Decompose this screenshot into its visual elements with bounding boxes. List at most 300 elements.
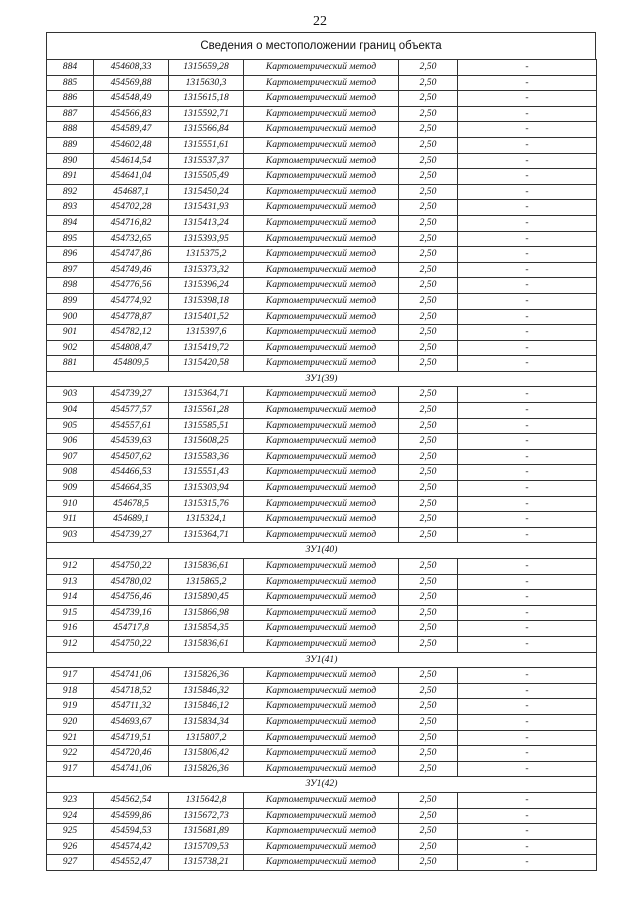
description: - [458, 153, 597, 169]
point-number: 890 [47, 153, 94, 169]
accuracy: 2,50 [399, 387, 458, 403]
table-row [47, 262, 597, 278]
description: - [458, 137, 597, 153]
coord-y: 1315608,25 [169, 434, 244, 450]
coord-y: 1315846,12 [169, 699, 244, 715]
method: Картометрический метод [244, 137, 399, 153]
table-row [47, 839, 597, 855]
point-number: 893 [47, 200, 94, 216]
accuracy: 2,50 [399, 574, 458, 590]
coord-x: 454739,27 [94, 387, 169, 403]
point-number: 899 [47, 293, 94, 309]
coord-y: 1315807,2 [169, 730, 244, 746]
coord-x: 454749,46 [94, 262, 169, 278]
point-number: 926 [47, 839, 94, 855]
accuracy: 2,50 [399, 278, 458, 294]
description: - [458, 200, 597, 216]
point-number: 886 [47, 91, 94, 107]
method: Картометрический метод [244, 122, 399, 138]
description: - [458, 215, 597, 231]
description: - [458, 855, 597, 871]
accuracy: 2,50 [399, 605, 458, 621]
coord-x: 454732,65 [94, 231, 169, 247]
method: Картометрический метод [244, 839, 399, 855]
method: Картометрический метод [244, 746, 399, 762]
point-number: 884 [47, 60, 94, 76]
table-row [47, 496, 597, 512]
section-row [47, 652, 597, 668]
description: - [458, 465, 597, 481]
coord-y: 1315303,94 [169, 481, 244, 497]
coord-y: 1315806,42 [169, 746, 244, 762]
table-row [47, 512, 597, 528]
coord-y: 1315364,71 [169, 527, 244, 543]
method: Картометрический метод [244, 293, 399, 309]
coord-y: 1315866,98 [169, 605, 244, 621]
point-number: 914 [47, 590, 94, 606]
coord-y: 1315834,34 [169, 714, 244, 730]
coord-x: 454741,06 [94, 668, 169, 684]
method: Картометрический метод [244, 792, 399, 808]
coord-x: 454747,86 [94, 247, 169, 263]
method: Картометрический метод [244, 590, 399, 606]
accuracy: 2,50 [399, 325, 458, 341]
point-number: 921 [47, 730, 94, 746]
description: - [458, 434, 597, 450]
accuracy: 2,50 [399, 746, 458, 762]
description: - [458, 527, 597, 543]
accuracy: 2,50 [399, 824, 458, 840]
coord-x: 454693,67 [94, 714, 169, 730]
description: - [458, 418, 597, 434]
table-row [47, 683, 597, 699]
description: - [458, 449, 597, 465]
accuracy: 2,50 [399, 153, 458, 169]
description: - [458, 714, 597, 730]
accuracy: 2,50 [399, 636, 458, 652]
coord-x: 454664,35 [94, 481, 169, 497]
table-row [47, 746, 597, 762]
coord-x: 454782,12 [94, 325, 169, 341]
coord-x: 454566,83 [94, 106, 169, 122]
accuracy: 2,50 [399, 356, 458, 372]
coord-y: 1315826,36 [169, 668, 244, 684]
coord-y: 1315826,36 [169, 761, 244, 777]
method: Картометрический метод [244, 387, 399, 403]
method: Картометрический метод [244, 184, 399, 200]
coord-x: 454716,82 [94, 215, 169, 231]
point-number: 922 [47, 746, 94, 762]
method: Картометрический метод [244, 91, 399, 107]
coord-y: 1315431,93 [169, 200, 244, 216]
point-number: 918 [47, 683, 94, 699]
point-number: 912 [47, 559, 94, 575]
description: - [458, 481, 597, 497]
accuracy: 2,50 [399, 714, 458, 730]
description: - [458, 636, 597, 652]
coord-y: 1315419,72 [169, 340, 244, 356]
method: Картометрический метод [244, 169, 399, 185]
coord-y: 1315551,43 [169, 465, 244, 481]
accuracy: 2,50 [399, 293, 458, 309]
accuracy: 2,50 [399, 683, 458, 699]
table-row [47, 636, 597, 652]
table-body [47, 60, 597, 871]
table-row [47, 714, 597, 730]
table-row [47, 325, 597, 341]
description: - [458, 792, 597, 808]
coord-y: 1315401,52 [169, 309, 244, 325]
accuracy: 2,50 [399, 309, 458, 325]
description: - [458, 122, 597, 138]
method: Картометрический метод [244, 356, 399, 372]
point-number: 917 [47, 668, 94, 684]
method: Картометрический метод [244, 761, 399, 777]
point-number: 892 [47, 184, 94, 200]
method: Картометрический метод [244, 325, 399, 341]
table-row [47, 449, 597, 465]
coord-y: 1315397,6 [169, 325, 244, 341]
section-row [47, 777, 597, 793]
description: - [458, 746, 597, 762]
section-label: ЗУ1(42) [47, 777, 597, 793]
coord-y: 1315672,73 [169, 808, 244, 824]
description: - [458, 325, 597, 341]
description: - [458, 231, 597, 247]
description: - [458, 839, 597, 855]
point-number: 898 [47, 278, 94, 294]
coord-y: 1315836,61 [169, 559, 244, 575]
method: Картометрический метод [244, 683, 399, 699]
table-row [47, 91, 597, 107]
accuracy: 2,50 [399, 808, 458, 824]
coord-x: 454739,27 [94, 527, 169, 543]
table-row [47, 465, 597, 481]
accuracy: 2,50 [399, 122, 458, 138]
method: Картометрический метод [244, 278, 399, 294]
accuracy: 2,50 [399, 60, 458, 76]
description: - [458, 278, 597, 294]
method: Картометрический метод [244, 481, 399, 497]
table-row [47, 293, 597, 309]
coord-y: 1315398,18 [169, 293, 244, 309]
method: Картометрический метод [244, 714, 399, 730]
coord-x: 454602,48 [94, 137, 169, 153]
description: - [458, 590, 597, 606]
method: Картометрический метод [244, 262, 399, 278]
coord-y: 1315738,21 [169, 855, 244, 871]
method: Картометрический метод [244, 465, 399, 481]
point-number: 916 [47, 621, 94, 637]
coord-y: 1315890,45 [169, 590, 244, 606]
accuracy: 2,50 [399, 418, 458, 434]
method: Картометрический метод [244, 106, 399, 122]
table-row [47, 590, 597, 606]
coord-x: 454702,28 [94, 200, 169, 216]
description: - [458, 668, 597, 684]
coord-x: 454466,53 [94, 465, 169, 481]
table-row [47, 137, 597, 153]
method: Картометрический метод [244, 527, 399, 543]
point-number: 889 [47, 137, 94, 153]
coord-x: 454718,52 [94, 683, 169, 699]
accuracy: 2,50 [399, 231, 458, 247]
accuracy: 2,50 [399, 465, 458, 481]
table-row [47, 730, 597, 746]
point-number: 927 [47, 855, 94, 871]
coord-y: 1315566,84 [169, 122, 244, 138]
description: - [458, 683, 597, 699]
method: Картометрический метод [244, 512, 399, 528]
point-number: 910 [47, 496, 94, 512]
point-number: 904 [47, 403, 94, 419]
description: - [458, 247, 597, 263]
accuracy: 2,50 [399, 449, 458, 465]
method: Картометрический метод [244, 418, 399, 434]
table-row [47, 200, 597, 216]
table-row [47, 574, 597, 590]
method: Картометрический метод [244, 403, 399, 419]
description: - [458, 512, 597, 528]
point-number: 908 [47, 465, 94, 481]
point-number: 913 [47, 574, 94, 590]
coord-y: 1315583,36 [169, 449, 244, 465]
coord-x: 454641,04 [94, 169, 169, 185]
coord-x: 454687,1 [94, 184, 169, 200]
table-row [47, 699, 597, 715]
table-row [47, 418, 597, 434]
section-label: ЗУ1(39) [47, 371, 597, 387]
coord-x: 454711,32 [94, 699, 169, 715]
method: Картометрический метод [244, 60, 399, 76]
section-label: ЗУ1(41) [47, 652, 597, 668]
coord-y: 1315592,71 [169, 106, 244, 122]
method: Картометрический метод [244, 247, 399, 263]
point-number: 900 [47, 309, 94, 325]
boundary-points-table [46, 59, 597, 871]
method: Картометрический метод [244, 699, 399, 715]
method: Картометрический метод [244, 434, 399, 450]
coord-x: 454562,54 [94, 792, 169, 808]
section-label: ЗУ1(40) [47, 543, 597, 559]
accuracy: 2,50 [399, 215, 458, 231]
method: Картометрический метод [244, 559, 399, 575]
method: Картометрический метод [244, 808, 399, 824]
point-number: 924 [47, 808, 94, 824]
coord-y: 1315585,51 [169, 418, 244, 434]
coord-x: 454739,16 [94, 605, 169, 621]
point-number: 903 [47, 387, 94, 403]
method: Картометрический метод [244, 449, 399, 465]
point-number: 894 [47, 215, 94, 231]
description: - [458, 60, 597, 76]
table-row [47, 184, 597, 200]
coord-y: 1315420,58 [169, 356, 244, 372]
description: - [458, 75, 597, 91]
accuracy: 2,50 [399, 730, 458, 746]
coord-x: 454774,92 [94, 293, 169, 309]
accuracy: 2,50 [399, 481, 458, 497]
table-row [47, 824, 597, 840]
coord-y: 1315505,49 [169, 169, 244, 185]
table-title: Сведения о местоположении границ объекта [46, 32, 596, 59]
coord-y: 1315373,32 [169, 262, 244, 278]
accuracy: 2,50 [399, 590, 458, 606]
description: - [458, 808, 597, 824]
description: - [458, 340, 597, 356]
coord-y: 1315681,89 [169, 824, 244, 840]
coord-y: 1315630,3 [169, 75, 244, 91]
point-number: 902 [47, 340, 94, 356]
coord-x: 454507,62 [94, 449, 169, 465]
table-row [47, 605, 597, 621]
accuracy: 2,50 [399, 247, 458, 263]
page-number: 22 [313, 14, 327, 29]
table-row [47, 621, 597, 637]
accuracy: 2,50 [399, 91, 458, 107]
description: - [458, 262, 597, 278]
coord-x: 454577,57 [94, 403, 169, 419]
description: - [458, 106, 597, 122]
method: Картометрический метод [244, 231, 399, 247]
method: Картометрический метод [244, 668, 399, 684]
coord-y: 1315413,24 [169, 215, 244, 231]
description: - [458, 169, 597, 185]
coord-y: 1315854,35 [169, 621, 244, 637]
point-number: 896 [47, 247, 94, 263]
description: - [458, 309, 597, 325]
accuracy: 2,50 [399, 75, 458, 91]
coord-y: 1315865,2 [169, 574, 244, 590]
method: Картометрический метод [244, 855, 399, 871]
coord-x: 454750,22 [94, 559, 169, 575]
point-number: 920 [47, 714, 94, 730]
table-row [47, 75, 597, 91]
accuracy: 2,50 [399, 137, 458, 153]
accuracy: 2,50 [399, 184, 458, 200]
table-row [47, 169, 597, 185]
table-row [47, 668, 597, 684]
coord-x: 454548,49 [94, 91, 169, 107]
table-row [47, 792, 597, 808]
coord-y: 1315659,28 [169, 60, 244, 76]
coord-y: 1315836,61 [169, 636, 244, 652]
table-row [47, 122, 597, 138]
coord-x: 454599,86 [94, 808, 169, 824]
point-number: 903 [47, 527, 94, 543]
description: - [458, 184, 597, 200]
table-row [47, 106, 597, 122]
table-row [47, 153, 597, 169]
accuracy: 2,50 [399, 403, 458, 419]
coord-y: 1315846,32 [169, 683, 244, 699]
description: - [458, 824, 597, 840]
table-row [47, 855, 597, 871]
coord-x: 454750,22 [94, 636, 169, 652]
point-number: 905 [47, 418, 94, 434]
table-row [47, 527, 597, 543]
coord-x: 454741,06 [94, 761, 169, 777]
table-row [47, 215, 597, 231]
coord-x: 454614,54 [94, 153, 169, 169]
description: - [458, 91, 597, 107]
accuracy: 2,50 [399, 434, 458, 450]
coord-x: 454808,47 [94, 340, 169, 356]
description: - [458, 559, 597, 575]
point-number: 888 [47, 122, 94, 138]
coord-y: 1315364,71 [169, 387, 244, 403]
point-number: 923 [47, 792, 94, 808]
coord-x: 454809,5 [94, 356, 169, 372]
method: Картометрический метод [244, 200, 399, 216]
coord-x: 454557,61 [94, 418, 169, 434]
table-row [47, 761, 597, 777]
method: Картометрический метод [244, 215, 399, 231]
method: Картометрический метод [244, 621, 399, 637]
accuracy: 2,50 [399, 699, 458, 715]
point-number: 885 [47, 75, 94, 91]
accuracy: 2,50 [399, 839, 458, 855]
coord-y: 1315615,18 [169, 91, 244, 107]
point-number: 919 [47, 699, 94, 715]
accuracy: 2,50 [399, 559, 458, 575]
method: Картометрический метод [244, 496, 399, 512]
section-row [47, 371, 597, 387]
table-row [47, 60, 597, 76]
coord-x: 454594,53 [94, 824, 169, 840]
table-row [47, 481, 597, 497]
description: - [458, 699, 597, 715]
coord-y: 1315450,24 [169, 184, 244, 200]
coord-x: 454778,87 [94, 309, 169, 325]
point-number: 901 [47, 325, 94, 341]
accuracy: 2,50 [399, 792, 458, 808]
table-row [47, 247, 597, 263]
table-row [47, 403, 597, 419]
table-row [47, 309, 597, 325]
description: - [458, 730, 597, 746]
coord-x: 454717,8 [94, 621, 169, 637]
coord-x: 454539,63 [94, 434, 169, 450]
accuracy: 2,50 [399, 340, 458, 356]
accuracy: 2,50 [399, 855, 458, 871]
table-row [47, 434, 597, 450]
coord-x: 454574,42 [94, 839, 169, 855]
description: - [458, 403, 597, 419]
method: Картометрический метод [244, 636, 399, 652]
coord-x: 454608,33 [94, 60, 169, 76]
coord-x: 454589,47 [94, 122, 169, 138]
description: - [458, 605, 597, 621]
table-row [47, 387, 597, 403]
description: - [458, 356, 597, 372]
accuracy: 2,50 [399, 621, 458, 637]
point-number: 881 [47, 356, 94, 372]
description: - [458, 293, 597, 309]
point-number: 925 [47, 824, 94, 840]
coord-y: 1315393,95 [169, 231, 244, 247]
point-number: 891 [47, 169, 94, 185]
coord-y: 1315551,61 [169, 137, 244, 153]
coord-x: 454776,56 [94, 278, 169, 294]
method: Картометрический метод [244, 605, 399, 621]
coord-y: 1315709,53 [169, 839, 244, 855]
method: Картометрический метод [244, 309, 399, 325]
accuracy: 2,50 [399, 169, 458, 185]
method: Картометрический метод [244, 824, 399, 840]
coord-y: 1315642,8 [169, 792, 244, 808]
table-row [47, 231, 597, 247]
